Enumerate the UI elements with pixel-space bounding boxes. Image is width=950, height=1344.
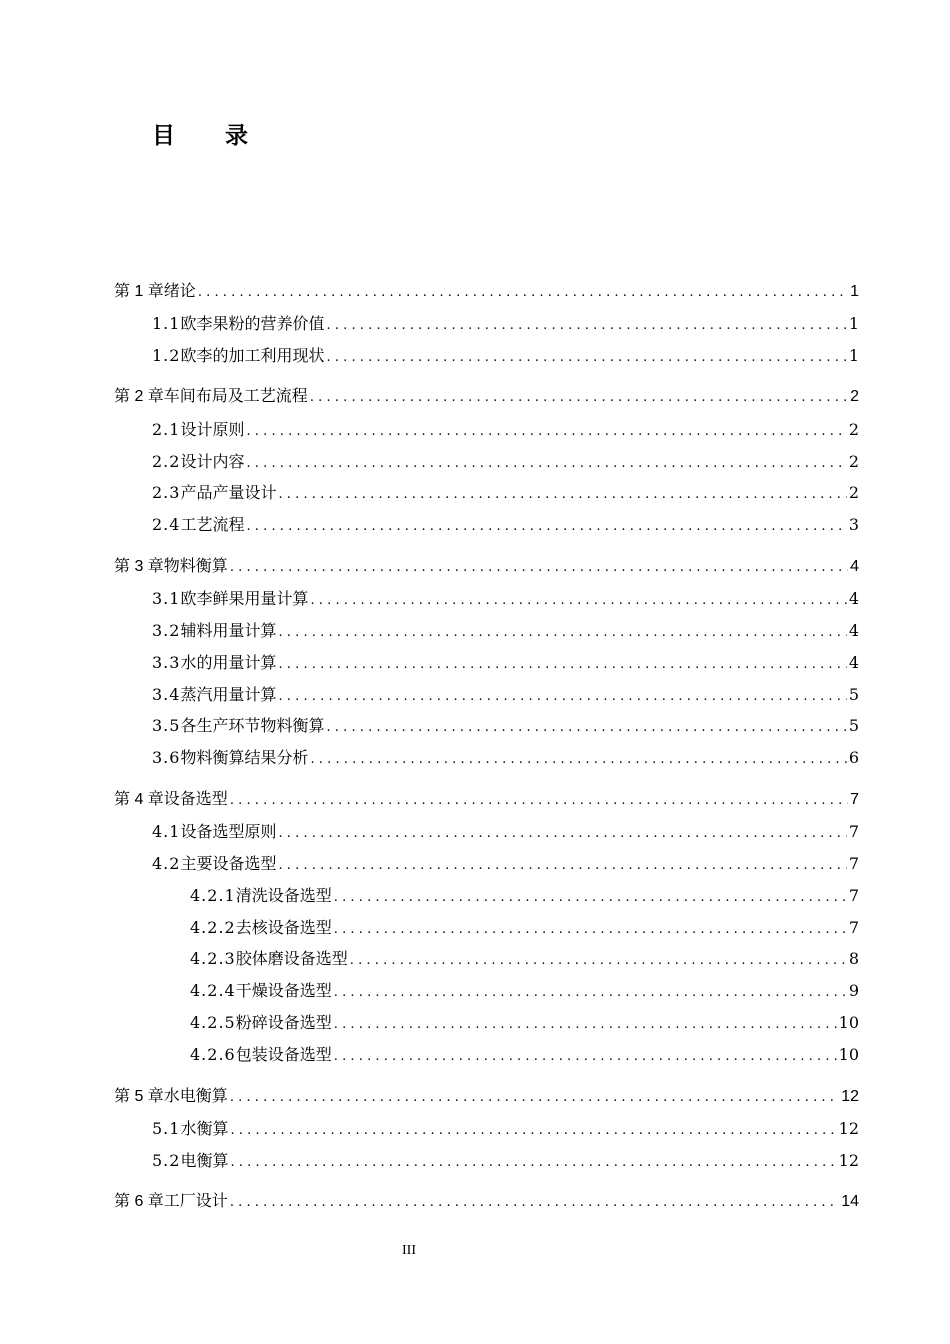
toc-subsection-entry[interactable] [190,979,859,1003]
toc-dot-leader [334,981,847,1005]
toc-entry-number: 3.1 [152,589,181,608]
toc-chapter-entry[interactable] [114,555,859,579]
toc-dot-leader [230,1119,836,1143]
toc-entry-label: 去核设备选型 [235,918,332,937]
toc-entry-number: 4.2.2 [190,918,236,937]
toc-dot-leader [230,789,848,813]
toc-entry-label: 设备选型原则 [180,822,277,841]
toc-dot-leader [326,314,846,338]
toc-entry-label: 各生产环节物料衡算 [180,716,325,735]
toc-chapter-entry[interactable] [114,280,859,304]
toc-dot-leader [310,748,846,772]
toc-subsection-entry[interactable] [190,1043,859,1067]
toc-entry-number: 4.2.1 [190,886,236,905]
toc-entry-label: 欧李鲜果用量计算 [180,589,309,608]
toc-entry-label: 水电衡算 [163,1088,228,1105]
toc-entry-label: 水衡算 [180,1119,229,1138]
toc-dot-leader [246,452,846,476]
toc-entry-page: 7 [848,886,859,905]
toc-entry-number: 2.2 [152,452,181,471]
toc-entry-label: 包装设备选型 [235,1045,332,1064]
toc-entry-page: 2 [848,452,859,471]
toc-entry-number: 2.1 [152,420,181,439]
toc-dot-leader [326,346,846,370]
toc-entry-number: 3.5 [152,716,181,735]
toc-entry-label: 主要设备选型 [180,854,277,873]
toc-dot-leader [334,918,847,942]
toc-entry-page: 12 [838,1151,859,1170]
toc-entry-label: 物料衡算 [163,558,228,575]
toc-entry-label: 干燥设备选型 [235,981,332,1000]
toc-entry-page: 10 [838,1045,859,1064]
toc-section-entry[interactable] [152,587,859,611]
toc-entry-page: 10 [838,1013,859,1032]
toc-section-entry[interactable] [152,683,859,707]
toc-entry-page: 7 [848,822,859,841]
toc-entry-label: 胶体磨设备选型 [235,949,348,968]
toc-dot-leader [278,822,846,846]
toc-entry-page: 1 [848,314,859,333]
toc-entry-label: 设备选型 [163,791,228,808]
toc-entry-number: 4.2 [152,854,181,873]
toc-entry-page: 2 [848,483,859,502]
toc-dot-leader [310,386,848,410]
toc-entry-page: 14 [841,1193,859,1210]
toc-entry-page: 6 [848,748,859,767]
toc-dot-leader [326,716,846,740]
toc-entry-label: 蒸汽用量计算 [180,685,277,704]
toc-section-entry[interactable] [152,1149,859,1173]
toc-dot-leader [310,589,846,613]
toc-section-entry[interactable] [152,344,859,368]
toc-chapter-entry[interactable] [114,385,859,409]
toc-section-entry[interactable] [152,481,859,505]
toc-entry-label: 辅料用量计算 [180,621,277,640]
toc-entry-label: 水的用量计算 [180,653,277,672]
toc-entry-number: 4.2.4 [190,981,236,1000]
toc-entry-number: 第 3 章 [114,558,164,575]
toc-entry-number: 3.4 [152,685,181,704]
toc-dot-leader [350,949,847,973]
toc-entry-page: 4 [850,558,859,575]
toc-entry-number: 2.3 [152,483,181,502]
toc-dot-leader [334,1013,837,1037]
toc-dot-leader [278,653,846,677]
toc-entry-label: 工艺流程 [180,515,245,534]
toc-section-entry[interactable] [152,1117,859,1141]
toc-chapter-entry[interactable] [114,1085,859,1109]
toc-entry-page: 12 [841,1088,859,1105]
toc-entry-page: 5 [848,685,859,704]
toc-entry-label: 绪论 [163,283,196,300]
toc-entry-page: 7 [848,854,859,873]
toc-entry-page: 7 [850,791,859,808]
toc-entry-number: 第 6 章 [114,1193,164,1210]
toc-entry-number: 第 5 章 [114,1088,164,1105]
toc-entry-number: 4.2.3 [190,949,236,968]
toc-entry-label: 粉碎设备选型 [235,1013,332,1032]
toc-entry-number: 3.3 [152,653,181,672]
toc-entry-page: 5 [848,716,859,735]
toc-subsection-entry[interactable] [190,884,859,908]
toc-entry-label: 欧李果粉的营养价值 [180,314,325,333]
toc-entry-page: 1 [848,346,859,365]
toc-dot-leader [334,886,847,910]
toc-entry-number: 1.1 [152,314,181,333]
toc-dot-leader [278,685,846,709]
title-char-2: 录 [225,123,248,149]
toc-entry-page: 2 [850,388,859,405]
toc-dot-leader [198,281,848,305]
toc-entry-page: 12 [838,1119,859,1138]
toc-entry-label: 物料衡算结果分析 [180,748,309,767]
toc-dot-leader [230,1191,839,1215]
toc-section-entry[interactable] [152,714,859,738]
toc-entry-number: 第 1 章 [114,283,164,300]
toc-entry-page: 7 [848,918,859,937]
toc-entry-page: 3 [848,515,859,534]
toc-dot-leader [230,556,848,580]
toc-entry-number: 3.6 [152,748,181,767]
toc-section-entry[interactable] [152,619,859,643]
toc-section-entry[interactable] [152,820,859,844]
toc-dot-leader [230,1151,836,1175]
toc-entry-label: 设计内容 [180,452,245,471]
toc-entry-number: 4.2.6 [190,1045,236,1064]
toc-dot-leader [334,1045,837,1069]
toc-entry-page: 4 [848,621,859,640]
toc-dot-leader [246,515,846,539]
toc-entry-label: 设计原则 [180,420,245,439]
title-char-1: 目 [152,123,175,149]
toc-entry-label: 欧李的加工利用现状 [180,346,325,365]
page-number: III [402,1243,416,1258]
toc-entry-page: 4 [848,653,859,672]
toc-entry-number: 4.2.5 [190,1013,236,1032]
toc-section-entry[interactable] [152,746,859,770]
toc-entry-number: 4.1 [152,822,181,841]
toc-entry-page: 2 [848,420,859,439]
toc-section-entry[interactable] [152,418,859,442]
toc-entry-page: 1 [850,283,859,300]
toc-chapter-entry[interactable] [114,1190,859,1214]
toc-entry-number: 2.4 [152,515,181,534]
toc-subsection-entry[interactable] [190,947,859,971]
toc-subsection-entry[interactable] [190,1011,859,1035]
toc-entry-number: 1.2 [152,346,181,365]
toc-entry-label: 电衡算 [180,1151,229,1170]
toc-entry-label: 产品产量设计 [180,483,277,502]
toc-section-entry[interactable] [152,513,859,537]
toc-entry-label: 清洗设备选型 [235,886,332,905]
toc-entry-number: 第 4 章 [114,791,164,808]
toc-entry-page: 8 [848,949,859,968]
toc-subsection-entry[interactable] [190,916,859,940]
toc-dot-leader [278,621,846,645]
toc-entry-number: 5.2 [152,1151,181,1170]
toc-dot-leader [278,854,846,878]
toc-dot-leader [246,420,846,444]
toc-entry-number: 3.2 [152,621,181,640]
toc-section-entry[interactable] [152,312,859,336]
toc-dot-leader [230,1086,839,1110]
toc-section-entry[interactable] [152,450,859,474]
toc-chapter-entry[interactable] [114,788,859,812]
toc-section-entry[interactable] [152,852,859,876]
toc-entry-number: 5.1 [152,1119,181,1138]
toc-entry-page: 9 [848,981,859,1000]
toc-section-entry[interactable] [152,651,859,675]
toc-entry-page: 4 [848,589,859,608]
toc-entry-number: 第 2 章 [114,388,164,405]
toc-entry-label: 工厂设计 [163,1193,228,1210]
toc-dot-leader [278,483,846,507]
toc-entry-label: 车间布局及工艺流程 [163,388,308,405]
